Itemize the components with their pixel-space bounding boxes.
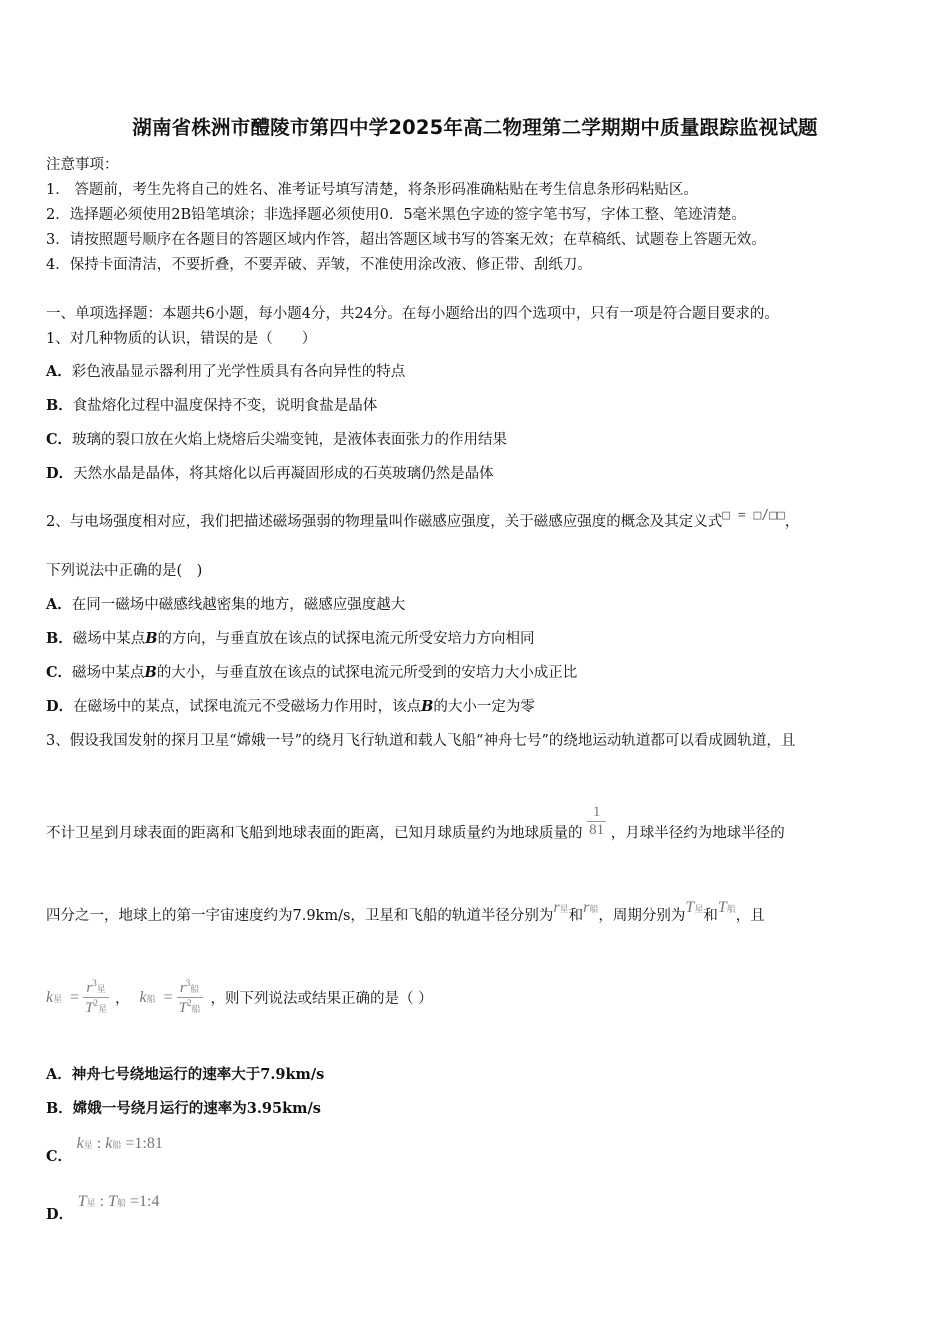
q2-stem-line1: 2、与电场强度相对应，我们把描述磁场强弱的物理量叫作磁感应强度，关于磁感应强度的概念及其定义式□ = □/□□， bbox=[46, 508, 800, 530]
q2-option-a: A．在同一磁场中磁感线越密集的地方，磁感应强度越大 bbox=[46, 596, 406, 613]
section-heading: 一、单项选择题：本题共6小题，每小题4分，共24分。在每小题给出的四个选项中，只有一项是符合题目要求的。 bbox=[46, 306, 779, 322]
q3-stem-line4: k星 = $\frac{r^3星}{T^2星}$ ， k船 = $\frac{r^3船}{T^2船}$ ，则下列说法或结果正确的是（ ） bbox=[46, 978, 433, 1016]
q3-fraction-1-81: $\frac{1}{81}$ bbox=[589, 804, 605, 838]
q2-option-c: C．磁场中某点B的大小，与垂直放在该点的试探电流元所受到的安培力大小成正比 bbox=[46, 664, 578, 681]
q1-option-c: C．玻璃的裂口放在火焰上烧熔后尖端变钝，是液体表面张力的作用结果 bbox=[46, 431, 508, 448]
k-star-formula: k星 bbox=[46, 988, 63, 1006]
q3-option-a: A．神舟七号绕地运行的速率大于7.9km/s bbox=[46, 1066, 325, 1083]
notice-heading: 注意事项： bbox=[46, 157, 119, 173]
q3-option-c: C． k星 : k船 =1:81 bbox=[46, 1135, 163, 1165]
notice-item-2: 2．选择题必须使用2B铅笔填涂；非选择题必须使用0．5毫米黑色字迹的签字笔书写，字体工整、笔迹清楚。 bbox=[46, 207, 747, 223]
q2-option-b: B．磁场中某点B的方向，与垂直放在该点的试探电流元所受安培力方向相同 bbox=[46, 630, 535, 647]
q3-stem-line3: 四分之一，地球上的第一宇宙速度约为7.9km/s，卫星和飞船的轨道半径分别为r星和r船，周期分别为T星和T船，且 bbox=[46, 899, 765, 924]
q1-option-b: B．食盐熔化过程中温度保持不变，说明食盐是晶体 bbox=[46, 397, 378, 414]
q1-option-a: A．彩色液晶显示器利用了光学性质具有各向异性的特点 bbox=[46, 363, 406, 380]
q3-stem-line1: 3、假设我国发射的探月卫星“嫦娥一号”的绕月飞行轨道和载人飞船“神舟七号”的绕地运动轨道都可以看成圆轨道，且 bbox=[46, 733, 796, 749]
q3-option-d: D． T星 : T船 =1:4 bbox=[46, 1193, 160, 1223]
q2-stem-line2: 下列说法中正确的是( ) bbox=[46, 563, 203, 579]
q3-option-b: B．嫦娥一号绕月运行的速率为3.95km/s bbox=[46, 1100, 321, 1117]
notice-item-3: 3．请按照题号顺序在各题目的答题区域内作答，超出答题区域书写的答案无效；在草稿纸、试题卷上答题无效。 bbox=[46, 232, 766, 248]
k-ship-formula: k船 bbox=[139, 988, 156, 1006]
q2-option-d: D．在磁场中的某点，试探电流元不受磁场力作用时，该点B的大小一定为零 bbox=[46, 698, 535, 715]
page-title: 湖南省株洲市醴陵市第四中学2025年高二物理第二学期期中质量跟踪监视试题 bbox=[132, 116, 818, 139]
q3-stem-line2: 不计卫星到月球表面的距离和飞船到地球表面的距离，已知月球质量约为地球质量的 $\frac{1}{81}$ ，月球半径约为地球半径的 bbox=[46, 804, 785, 842]
q1-option-d: D．天然水晶是晶体，将其熔化以后再凝固形成的石英玻璃仍然是晶体 bbox=[46, 465, 494, 482]
q2-formula: □ = □/□□ bbox=[722, 508, 785, 523]
notice-item-1: 1． 答题前，考生先将自己的姓名、准考证号填写清楚，将条形码准确粘贴在考生信息条形码粘贴区。 bbox=[46, 182, 698, 198]
q1-stem: 1、对几种物质的认识，错误的是（ ） bbox=[46, 331, 317, 347]
notice-item-4: 4．保持卡面清洁，不要折叠，不要弄破、弄皱，不准使用涂改液、修正带、刮纸刀。 bbox=[46, 257, 592, 273]
